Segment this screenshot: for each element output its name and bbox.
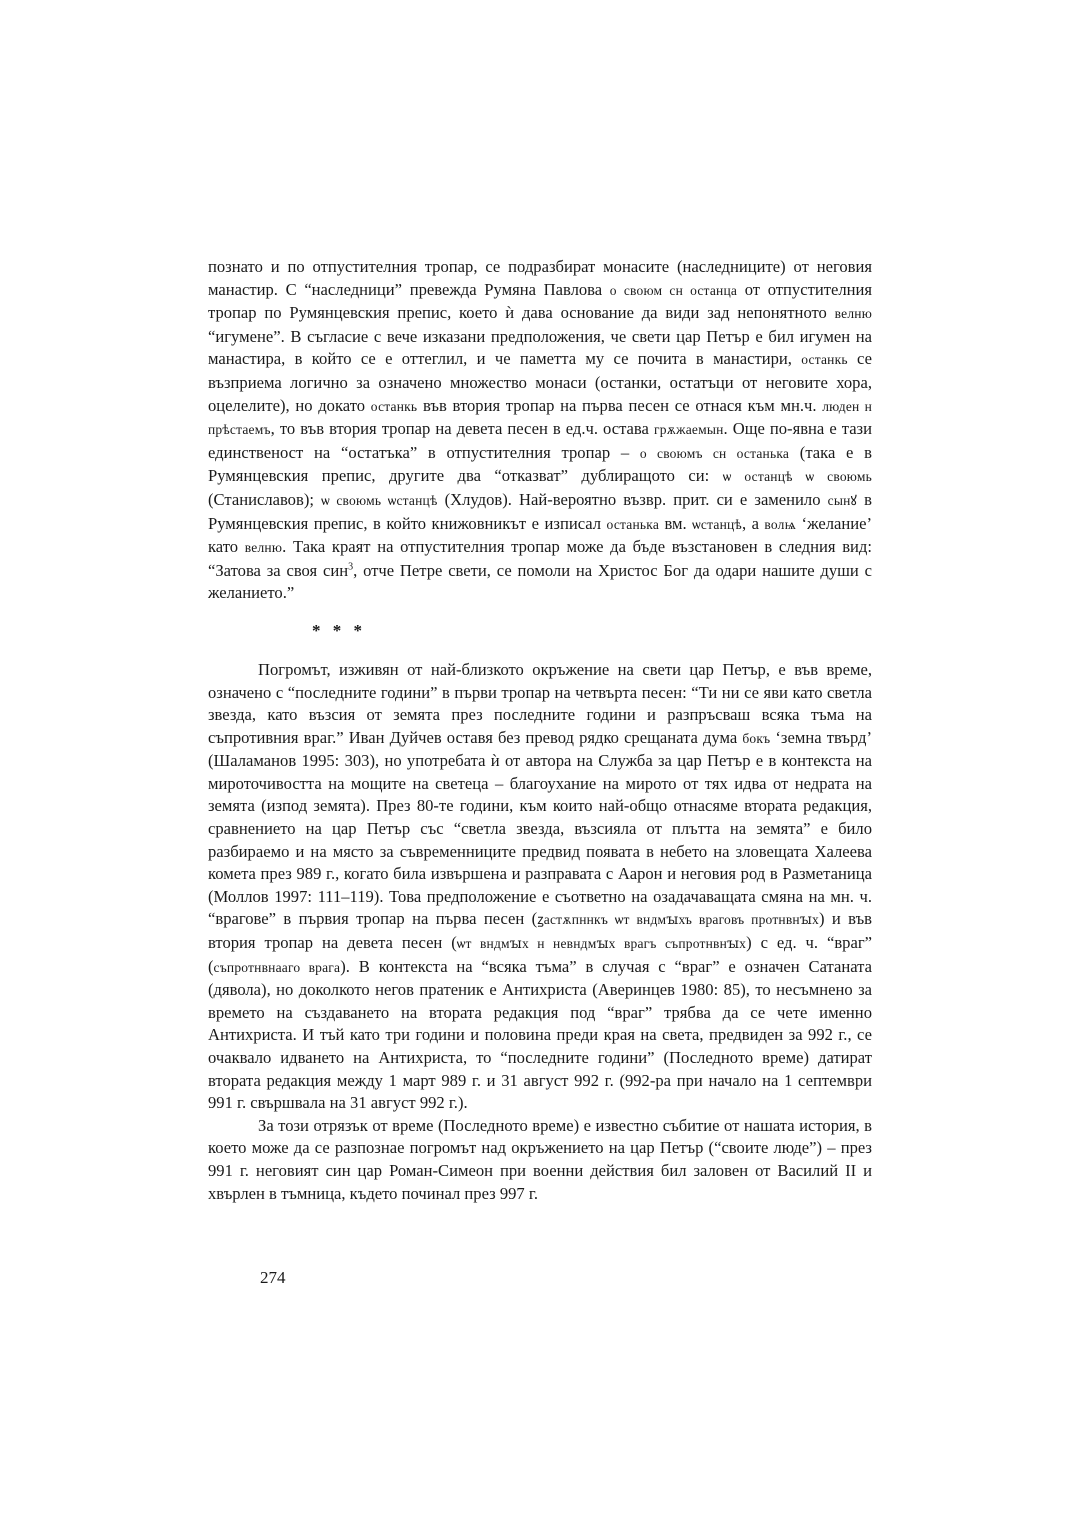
footnote-marker: 3 (348, 561, 354, 573)
text-run: ‘земна твърд’ (Шаламанов 1995: 303), но употребата ѝ от автора на Служба за цар Петър е в контекста на мироточивостта на мощите на светеца – благоухание на мирото от тях идва от недрата на земята (изпод земята). През 80-те години, към които най-общо отнасяме втората редакция, сравнението на цар Петър със “светла звезда, възсияла от плътта на земята” е било разбираемо и на място за съвременниците предвид появата в небето на зловещата Халеева комета през 989 г., когато била извършена и разправата с Аарон и неговия род в Разметаница (Моллов 1997: 111–119). Това предположение е съответно на озадачаващата смяна на мн. ч. “врагове” в първия тропар на първа песен ( (208, 727, 872, 929)
old-church-slavonic-quote: ѡ останцѣ ѡ своюмь (722, 469, 872, 485)
old-church-slavonic-quote: ѡстанцѣ (692, 516, 742, 532)
text-run: . Така краят на отпустителния тропар може да бъде възстановен в следния вид: “Затова за своя син (208, 537, 872, 580)
paragraph-1 (208, 256, 872, 605)
old-church-slavonic-quote: бокъ (742, 730, 771, 746)
old-church-slavonic-quote: ѡт вндмꙑх н невндмꙑх врагъ съпротнвнꙑх (456, 936, 747, 952)
text-run: от отпустителния тропар по Румянцевския препис, което ѝ дава основание да види зад непонятното (208, 279, 872, 323)
old-church-slavonic-quote: велню (834, 306, 872, 322)
old-church-slavonic-quote: сынꙋ (827, 492, 858, 508)
page-body (208, 256, 872, 1205)
text-run: във втория тропар на първа песен се отнася към мн.ч. (417, 395, 823, 415)
text-run: . Още по-явна е тази единственост на “остатъка” в отпустителния тропар – (208, 419, 872, 462)
text-run: (Станиславов); (208, 489, 322, 509)
text-run: (Хлудов). Най-вероятно възвр. прит. си е заменило (437, 489, 828, 509)
old-church-slavonic-quote: съпротнвнааго врага (213, 959, 341, 975)
text-run: ) с ед. ч. “враг” ( (208, 933, 873, 976)
text-run: ). В контекста на “всяка тъма” в случая с “враг” е означен Сатаната (дявола), но доколкото негов пратеник е Антихриста (Аверинцев 1980: 85), то несъмнено за времето на създаването на втората редакция под “враг” трябва да се чете именно Антихриста. И тъй като три години и половина преди края на света, предвиден за 992 г., се очаквало идването на Антихриста, то “последните години” (Последното време) датират втората редакция между 1 март 989 г. и 31 август 992 г. (992-ра при начало на 1 септември 991 г. свършвала на 31 август 992 г.). (208, 956, 872, 1113)
text-run: Погромът, изживян от най-близкото окръжение на свети цар Петър, е във време, означено с “последните години” в първи тропар на четвърта песен: “Ти ни се яви като светла звезда, като възсия от земята през последните години и разпръсваш всяка тъма на съпротивния враг.” Иван Дуйчев оставя без превод рядко срещаната дума (208, 659, 872, 747)
old-church-slavonic-quote: люден н прѣстаемъ (208, 398, 873, 438)
old-church-slavonic-quote: о своюм сн останца (609, 282, 738, 298)
text-run: в Румянцевския препис, в който книжовникът е изписал (208, 489, 872, 533)
paragraph-2 (208, 659, 872, 1115)
text-run: ‘желание’ като (208, 513, 872, 557)
text-run: , а (741, 513, 765, 533)
old-church-slavonic-quote: волѩ (764, 516, 797, 532)
old-church-slavonic-quote: грѫжаемын (653, 422, 724, 438)
old-church-slavonic-quote: останкь (370, 398, 418, 414)
text-run: , отче Петре свети, се помоли на Христос Бог да одари нашите души с желанието.” (208, 560, 872, 603)
text-run: (така е в Румянцевския препис, другите два “отказват” дублиращото си: (208, 442, 872, 486)
old-church-slavonic-quote: ꙁастѫпннкъ ѡт вндмꙑхъ враговъ протнвнꙑх (537, 912, 819, 928)
page-number: 274 (260, 1268, 286, 1287)
old-church-slavonic-quote: велню (244, 540, 283, 556)
text-run: ) и във втория тропар на девета песен ( (208, 909, 872, 953)
section-separator: * * * (312, 620, 366, 640)
text-run: познато и по отпустителния тропар, се подразбират монасите (наследниците) от неговия манастир. С “наследници” превежда Румяна Павлова (208, 257, 872, 299)
old-church-slavonic-quote: останкь (801, 352, 848, 368)
text-run: “игумене”. В съгласие с вече изказани предположения, че свети цар Петър е бил игумен на манастира, в който се е оттеглил, и че паметта му се почита в манастири, (208, 326, 872, 369)
text-run: , то във втория тропар на девета песен в ед.ч. остава (270, 419, 654, 439)
text-run: се възприема логично за означено множество монаси (останки, остатъци от неговите хора, оцелелите), но докато (208, 349, 872, 415)
old-church-slavonic-quote: ѡ своюмь ѡстанцѣ (321, 492, 438, 508)
old-church-slavonic-quote: останька (606, 516, 660, 532)
text-run: вм. (659, 513, 693, 533)
old-church-slavonic-quote: о своюмъ сн останька (639, 445, 790, 461)
paragraph-3: За този отрязък от време (Последното време) е известно събитие от нашата история, в което може да се разпознае погромът над окръжението на цар Петър (“своите люде”) – през 991 г. неговият син цар Роман-Симеон при военни действия бил заловен от Василий II и хвърлен в тъмница, където починал през 997 г. (208, 1115, 872, 1203)
